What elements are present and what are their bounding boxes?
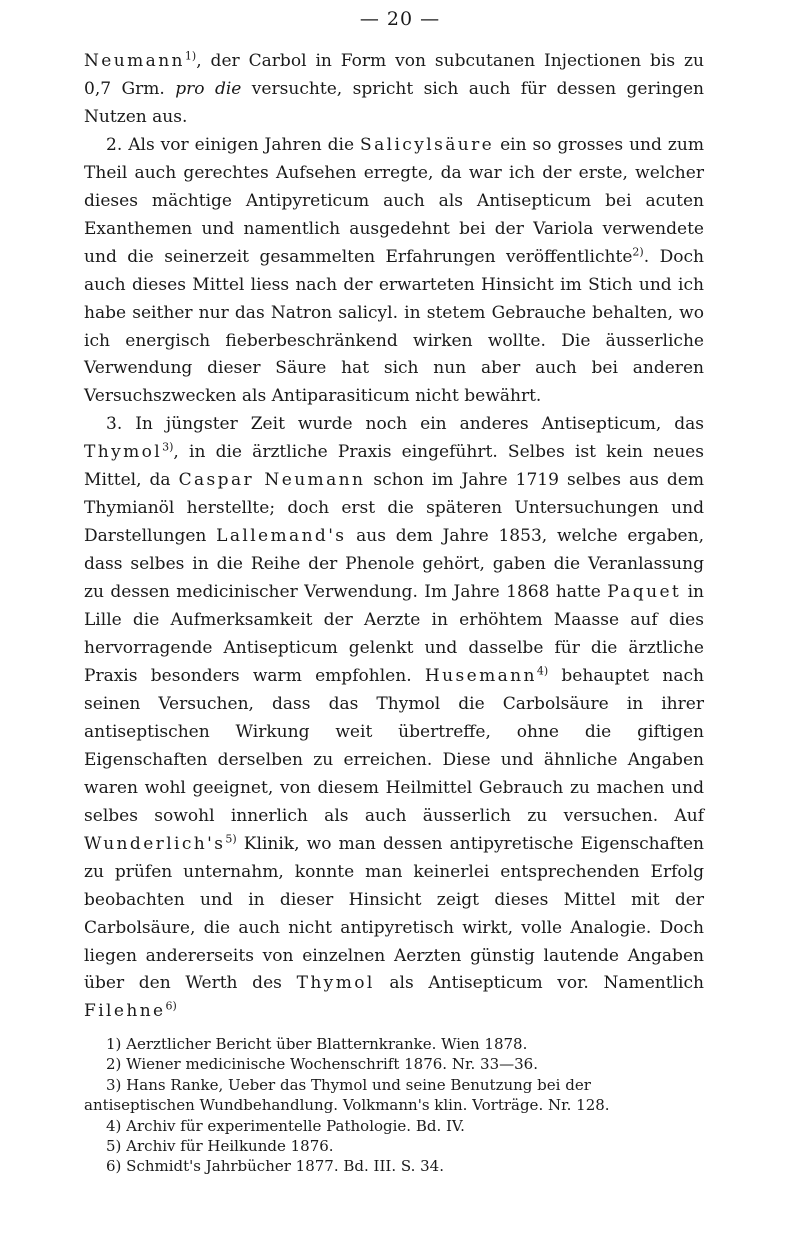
footnote-5: 5) Archiv für Heilkunde 1876.	[106, 1137, 334, 1156]
spaced-name: Filehne	[84, 1001, 166, 1022]
italic-text: pro die	[175, 78, 242, 99]
footnotes	[84, 1034, 704, 1177]
spaced-name: Thymol	[84, 442, 163, 463]
spaced-name: Salicylsäure	[360, 134, 495, 155]
text-segment: schon im Jahre 1719 selbes aus dem Thymianöl herstellte; doch erst die späteren Untersuchungen und Darstellungen	[84, 470, 704, 547]
paragraph-1	[84, 48, 704, 132]
footnote-ref: 4)	[536, 664, 549, 678]
spaced-name: Lallemand's	[216, 526, 347, 547]
footnote-ref: 6)	[165, 999, 177, 1013]
footnote-6: 6) Schmidt's Jahrbücher 1877. Bd. III. S. 34.	[106, 1157, 444, 1176]
text-segment: ein so grosses und zum Theil auch gerechtes Aufsehen erregte, da war ich der erste, welcher dieses mächtige Antipyreticum auch als Antisepticum bei acuten Exanthemen und namentlich ausgedehnt bei der Variola verwendete und die seinerzeit gesammelten Erfahrungen veröffentlichte	[84, 134, 704, 267]
text-segment: behauptet nach seinen Versuchen, dass das Thymol die Carbolsäure in ihrer antiseptischen Wirkung weit übertreffe, ohne die giftigen Eigenschaften derselben zu erreichen. Diese und ähnliche Angaben waren wohl geeignet, von diesem Heilmittel Gebrauch zu machen und selbes sowohl innerlich als auch äusserlich zu versuchen. Auf	[84, 665, 704, 826]
paragraph-2	[84, 132, 704, 412]
text-segment: als Antisepticum vor. Namentlich	[374, 973, 704, 994]
text-segment: aus dem Jahre 1853, welche ergaben, dass selbes in die Reihe der Phenole gehört, gaben die Veranlassung zu dessen medicinischer Verwendung. Im Jahre 1868 hatte	[84, 526, 704, 603]
text-segment: 2. Als vor einigen Jahren die	[106, 134, 361, 155]
text-segment: in Lille die Aufmerksamkeit der Aerzte in erhöhtem Maasse auf dies hervorragende Antisepticum gelenkt und dasselbe für die ärztliche Praxis besonders warm empfohlen.	[84, 582, 704, 686]
spaced-name: Thymol	[296, 973, 375, 994]
spaced-name: Wunderlich's	[84, 833, 226, 854]
text-segment: . Doch auch dieses Mittel liess nach der erwarteten Hinsicht im Stich und ich habe seither nur das Natron salicyl. in stetem Gebrauche behalten, wo ich energisch fieberbeschränkend wirken wollte. Die äusserliche Verwendung dieser Säure hat sich nun aber auch bei anderen Versuchszwecken als Antiparasiticum nicht bewährt.	[84, 246, 704, 407]
footnote-ref: 5)	[225, 832, 237, 846]
footnote-ref: 2)	[632, 245, 644, 258]
text-segment: versuchte, spricht sich auch für dessen geringen Nutzen aus.	[84, 78, 704, 127]
footnote-2: 2) Wiener medicinische Wochenschrift 1876. Nr. 33—36.	[106, 1055, 538, 1074]
footnote-ref: 1)	[184, 49, 197, 63]
spaced-name: Husemann	[424, 665, 537, 686]
text-segment: , in die ärztliche Praxis eingeführt. Selbes ist kein neues Mittel, da	[84, 442, 704, 491]
text-segment: 3. In jüngster Zeit wurde noch ein anderes Antisepticum, das	[106, 414, 704, 435]
footnote-1: 1) Aerztlicher Bericht über Blatternkranke. Wien 1878.	[106, 1035, 528, 1053]
footnote-3: 3) Hans Ranke, Ueber das Thymol und seine Benutzung bei der antiseptischen Wundbehandlung. Volkmann's klin. Vorträge. Nr. 128.	[84, 1075, 610, 1115]
spaced-name: Neumann	[84, 51, 185, 71]
footnote-ref: 3)	[162, 440, 174, 454]
text-segment: , der Carbol in Form von subcutanen Injectionen bis zu 0,7 Grm.	[84, 51, 704, 99]
spaced-name: Caspar Neumann	[178, 470, 366, 491]
footnote-4: 4) Archiv für experimentelle Pathologie. Bd. IV.	[106, 1116, 465, 1135]
body-text	[84, 48, 704, 1026]
text-segment: Klinik, wo man dessen antipyretische Eigenschaften zu prüfen unternahm, konnte man keinerlei entsprechenden Erfolg beobachten und in dieser Hinsicht zeigt dieses Mittel mit der Carbolsäure, die auch nicht antipyretisch wirkt, volle Analogie. Doch liegen andererseits von einzelnen Aerzten günstig lautende Angaben über den Werth des	[84, 833, 704, 994]
paragraph-3	[84, 411, 704, 1026]
spaced-name: Paquet	[607, 582, 682, 603]
page-number: — 20 —	[359, 8, 441, 30]
